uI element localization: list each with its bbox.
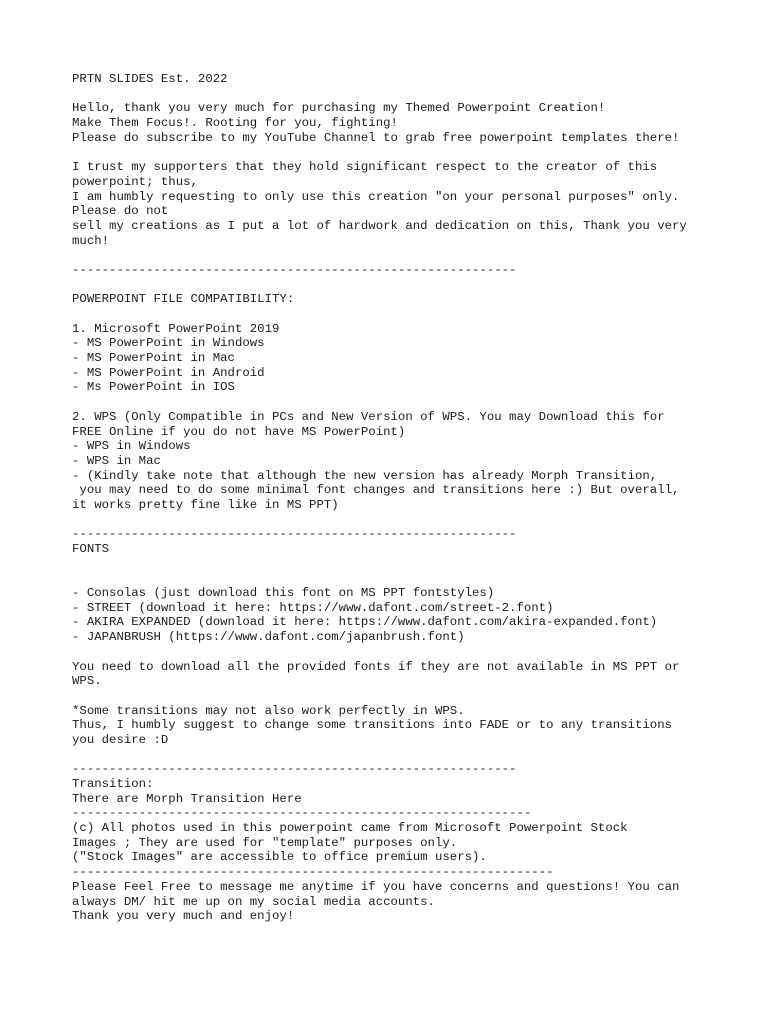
blank-line [72,645,728,660]
blank-line [72,307,728,322]
wps-item: - WPS in Mac [72,453,161,468]
ms-powerpoint-title: 1. Microsoft PowerPoint 2019 [72,321,280,336]
blank-line [72,278,728,293]
transition-heading: Transition: [72,777,154,791]
request-line: Please do not [72,204,169,219]
request-line: I am humbly requesting to only use this creation "on your personal purposes" only. [72,189,680,204]
wps-item: - WPS in Windows [72,439,191,454]
font-item: - JAPANBRUSH (https://www.dafont.com/japanbrush.font) [72,630,465,645]
blank-line [72,87,728,102]
blank-line [72,748,728,763]
separator: ------------------------------------------------------------ [72,527,517,542]
ms-item: - MS PowerPoint in Android [72,365,265,380]
separator: -------------------------------------------------------------- [72,806,532,821]
photos-line: Images ; They are used for "template" purposes only. [72,835,458,850]
closing-line: Please Feel Free to message me anytime if you have concerns and questions! You can [72,879,680,894]
document-header: PRTN SLIDES Est. 2022 [72,72,228,86]
fonts-heading: FONTS [72,542,110,556]
blank-line [72,248,728,263]
blank-line [72,513,728,528]
font-item: - AKIRA EXPANDED (download it here: https://www.dafont.com/akira-expanded.font) [72,615,658,630]
greeting-line: Hello, thank you very much for purchasing my Themed Powerpoint Creation! [72,101,606,116]
ms-item: - Ms PowerPoint in IOS [72,380,235,395]
separator: ----------------------------------------------------------------- [72,865,554,880]
transition-note: you desire :D [72,732,169,747]
fonts-note: WPS. [72,674,102,689]
ms-item: - MS PowerPoint in Windows [72,336,265,351]
photos-line: ("Stock Images" are accessible to office premium users). [72,850,487,865]
blank-line [72,145,728,160]
blank-line [72,557,728,572]
separator: ------------------------------------------------------------ [72,762,517,777]
font-item: - Consolas (just download this font on MS PPT fontstyles) [72,586,495,601]
wps-title: 2. WPS (Only Compatible in PCs and New Version of WPS. You may Download this for [72,409,665,424]
request-line: much! [72,233,110,248]
wps-item: - (Kindly take note that although the new version has already Morph Transition, [72,468,658,483]
request-line: I trust my supporters that they hold significant respect to the creator of this [72,160,658,175]
photos-line: (c) All photos used in this powerpoint came from Microsoft Powerpoint Stock [72,821,628,836]
blank-line [72,571,728,586]
separator: ------------------------------------------------------------ [72,262,517,277]
wps-title: FREE Online if you do not have MS PowerPoint) [72,424,406,439]
transition-note: Thus, I humbly suggest to change some transitions into FADE or to any transitions [72,718,673,733]
fonts-note: You need to download all the provided fonts if they are not available in MS PPT or [72,659,680,674]
compatibility-heading: POWERPOINT FILE COMPATIBILITY: [72,292,295,307]
wps-item: it works pretty fine like in MS PPT) [72,497,339,512]
request-line: sell my creations as I put a lot of hardwork and dedication on this, Thank you very [72,218,687,233]
blank-line [72,395,728,410]
request-line: powerpoint; thus, [72,174,198,189]
blank-line [72,689,728,704]
transition-note: *Some transitions may not also work perfectly in WPS. [72,703,465,718]
ms-item: - MS PowerPoint in Mac [72,351,235,366]
closing-line: Thank you very much and enjoy! [72,909,295,924]
wps-item: you may need to do some minimal font changes and transitions here :) But overall, [72,483,680,498]
greeting-line: Please do subscribe to my YouTube Channel to grab free powerpoint templates there! [72,130,680,145]
greeting-line: Make Them Focus!. Rooting for you, fighting! [72,116,398,131]
transition-text: There are Morph Transition Here [72,791,302,806]
document-body [72,72,728,924]
font-item: - STREET (download it here: https://www.dafont.com/street-2.font) [72,600,554,615]
closing-line: always DM/ hit me up on my social media accounts. [72,894,435,909]
